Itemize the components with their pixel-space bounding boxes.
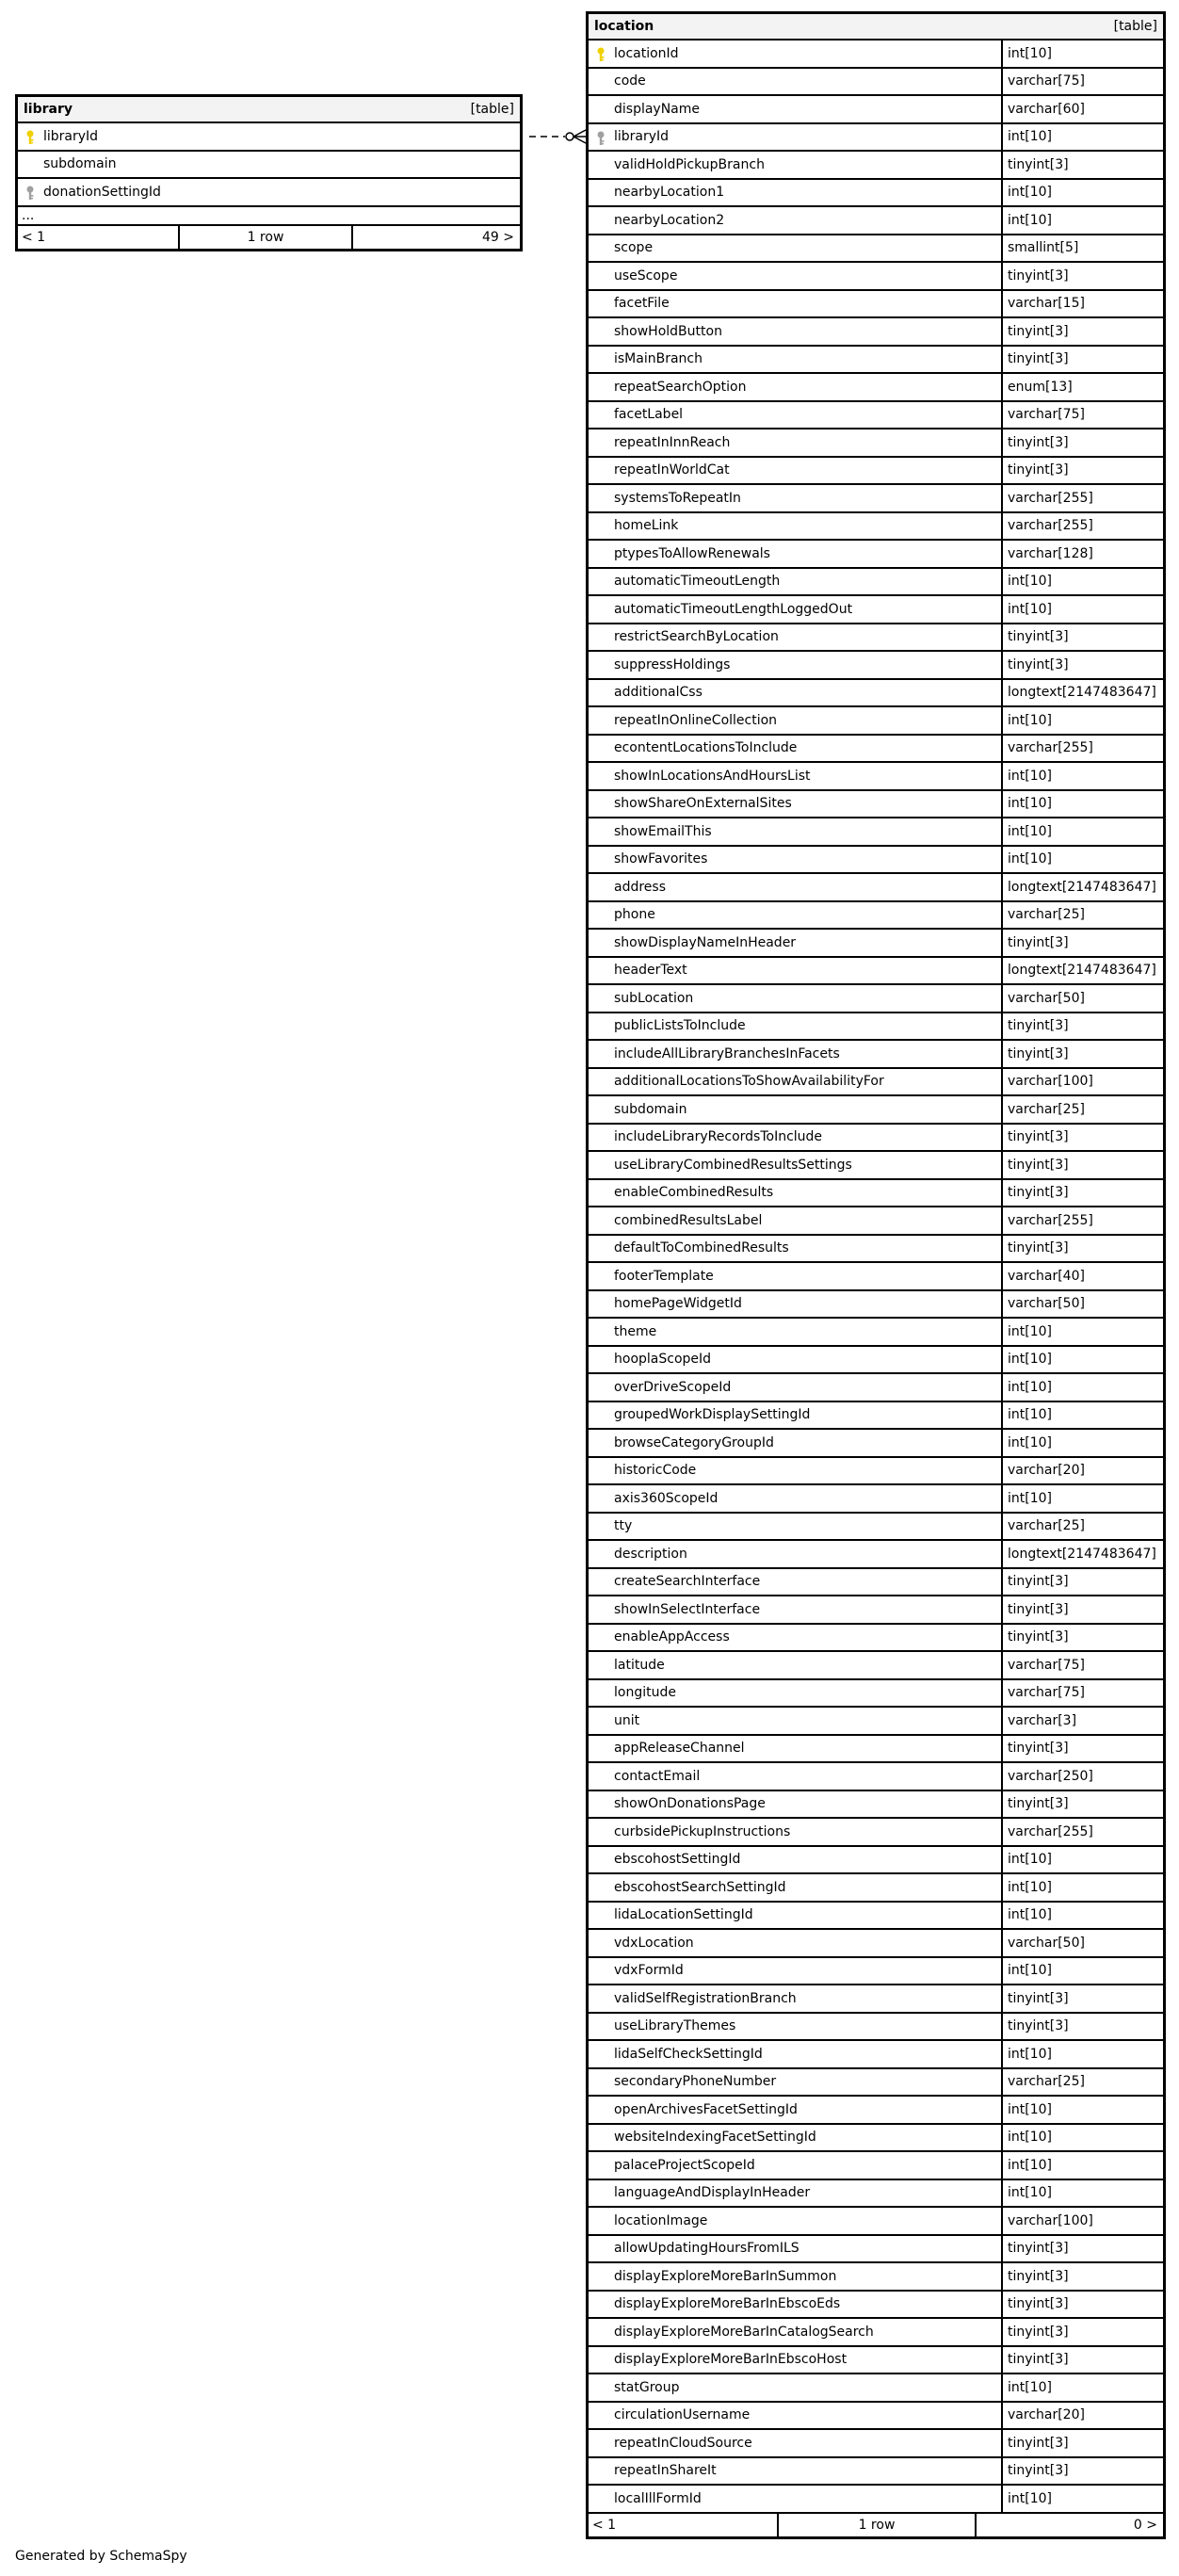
library-row-count: 1 row (178, 226, 353, 249)
location-column-type: varchar[255] (1001, 485, 1163, 511)
location-children-count: 0 > (1133, 2517, 1157, 2533)
location-column-name[interactable]: libraryId (614, 129, 670, 145)
location-column-type: varchar[50] (1001, 1291, 1163, 1318)
location-column-type: varchar[50] (1001, 1930, 1163, 1956)
location-column-name[interactable]: displayName (614, 101, 701, 117)
location-column-type: int[10] (1001, 847, 1163, 873)
location-column-type: tinyint[3] (1001, 1625, 1163, 1651)
location-column-name[interactable]: lidaLocationSettingId (614, 1907, 753, 1923)
location-column-type: varchar[25] (1001, 1096, 1163, 1123)
location-column-type: varchar[255] (1001, 1207, 1163, 1234)
location-column-name[interactable]: appReleaseChannel (614, 1741, 745, 1757)
location-column-name[interactable]: localIllFormId (614, 2490, 702, 2506)
location-column-name[interactable]: scope (614, 240, 654, 256)
location-column-name[interactable]: repeatInWorldCat (614, 462, 730, 478)
location-column-type: int[10] (1001, 818, 1163, 845)
relationship-crowfoot (573, 130, 586, 143)
location-column-type: int[10] (1001, 2180, 1163, 2207)
location-column-type: varchar[25] (1001, 2069, 1163, 2096)
location-column-name[interactable]: facetLabel (614, 407, 684, 423)
generated-by-text: Generated by SchemaSpy (15, 2549, 187, 2564)
location-column-name[interactable]: footerTemplate (614, 1268, 714, 1284)
location-column-name[interactable]: enableAppAccess (614, 1629, 730, 1645)
location-column-name[interactable]: useLibraryCombinedResultsSettings (614, 1157, 852, 1173)
location-column-name[interactable]: palaceProjectScopeId (614, 2157, 755, 2173)
location-column-type: varchar[50] (1001, 985, 1163, 1012)
location-column-type: tinyint[3] (1001, 624, 1163, 651)
location-column-type: tinyint[3] (1001, 318, 1163, 345)
location-column-type: int[10] (1001, 207, 1163, 234)
location-column-type: int[10] (1001, 124, 1163, 151)
location-column-name[interactable]: systemsToRepeatIn (614, 490, 741, 506)
location-column-type: tinyint[3] (1001, 2236, 1163, 2262)
location-column-name[interactable]: repeatSearchOption (614, 379, 747, 395)
location-column-name[interactable]: ptypesToAllowRenewals (614, 545, 770, 561)
location-column-name[interactable]: facetFile (614, 296, 670, 312)
location-column-name[interactable]: additionalCss (614, 685, 703, 701)
location-column-name[interactable]: longitude (614, 1685, 676, 1701)
location-column-type: int[10] (1001, 1374, 1163, 1401)
location-column-name[interactable]: econtentLocationsToInclude (614, 740, 798, 756)
relationship-optional-circle (566, 133, 573, 140)
location-column-type: tinyint[3] (1001, 1569, 1163, 1596)
location-column-type: int[10] (1001, 2125, 1163, 2151)
location-column-type: tinyint[3] (1001, 2263, 1163, 2290)
location-column-type: varchar[255] (1001, 1819, 1163, 1845)
location-column-name[interactable]: tty (614, 1518, 633, 1534)
location-column-type: int[10] (1001, 2486, 1163, 2512)
location-column-name[interactable]: allowUpdatingHoursFromILS (614, 2241, 799, 2257)
location-column-type: tinyint[3] (1001, 1985, 1163, 2012)
location-column-type: varchar[25] (1001, 902, 1163, 929)
location-column-type: tinyint[3] (1001, 1791, 1163, 1818)
location-column-type: varchar[15] (1001, 291, 1163, 317)
location-column-name[interactable]: address (614, 879, 667, 895)
location-column-name[interactable]: description (614, 1546, 687, 1562)
location-column-type: int[10] (1001, 2374, 1163, 2401)
location-column-name[interactable]: restrictSearchByLocation (614, 629, 779, 645)
location-column-type: int[10] (1001, 1430, 1163, 1456)
location-column-type: tinyint[3] (1001, 2430, 1163, 2456)
location-column-type: tinyint[3] (1001, 152, 1163, 178)
location-column-name[interactable]: showEmailThis (614, 823, 712, 839)
location-column-type: tinyint[3] (1001, 1180, 1163, 1207)
location-column-type: longtext[2147483647] (1001, 1541, 1163, 1567)
location-column-type: varchar[255] (1001, 513, 1163, 540)
location-column-name[interactable]: publicListsToInclude (614, 1018, 746, 1034)
location-column-type: tinyint[3] (1001, 1013, 1163, 1040)
location-table-kind: [table] (1113, 19, 1157, 34)
library-table-name[interactable]: library (24, 102, 73, 117)
location-column-type: int[10] (1001, 1958, 1163, 1985)
location-column-type: varchar[20] (1001, 1458, 1163, 1484)
location-column-name[interactable]: includeLibraryRecordsToInclude (614, 1129, 823, 1145)
location-column-name[interactable]: additionalLocationsToShowAvailabilityFor (614, 1074, 884, 1090)
library-parents-count: < 1 (22, 229, 46, 245)
location-column-name[interactable]: vdxLocation (614, 1935, 694, 1951)
location-column-type: int[10] (1001, 2097, 1163, 2123)
location-column-name[interactable]: subLocation (614, 990, 694, 1006)
location-column-name[interactable]: validHoldPickupBranch (614, 156, 765, 172)
location-column-type: int[10] (1001, 2041, 1163, 2067)
location-column-name[interactable]: homePageWidgetId (614, 1296, 742, 1312)
library-more-columns: ... (18, 207, 520, 226)
location-column-name[interactable]: createSearchInterface (614, 1574, 761, 1590)
location-column-name[interactable]: automaticTimeoutLengthLoggedOut (614, 601, 853, 617)
location-column-name[interactable]: curbsidePickupInstructions (614, 1823, 791, 1839)
location-column-type: tinyint[3] (1001, 263, 1163, 289)
location-column-name[interactable]: showInSelectInterface (614, 1601, 761, 1617)
location-column-type: int[10] (1001, 1903, 1163, 1929)
location-column-type: int[10] (1001, 1319, 1163, 1345)
location-column-name[interactable]: websiteIndexingFacetSettingId (614, 2130, 816, 2146)
location-column-type: tinyint[3] (1001, 1736, 1163, 1762)
library-table-kind: [table] (470, 102, 514, 117)
location-column-name[interactable]: axis360ScopeId (614, 1490, 719, 1506)
location-column-type: tinyint[3] (1001, 2458, 1163, 2485)
location-column-name[interactable]: showFavorites (614, 851, 708, 867)
location-column-type: tinyint[3] (1001, 2319, 1163, 2345)
location-column-name[interactable]: showDisplayNameInHeader (614, 934, 797, 950)
location-column-type: int[10] (1001, 791, 1163, 818)
location-column-type: tinyint[3] (1001, 1125, 1163, 1151)
location-column-type: int[10] (1001, 180, 1163, 206)
location-column-type: int[10] (1001, 1347, 1163, 1373)
location-table-name[interactable]: location (594, 19, 654, 34)
location-column-name[interactable]: circulationUsername (614, 2407, 751, 2423)
location-column-name[interactable]: unit (614, 1712, 640, 1728)
location-column-name[interactable]: repeatInInnReach (614, 434, 731, 450)
location-column-name[interactable]: homeLink (614, 518, 679, 534)
location-column-name[interactable]: contactEmail (614, 1768, 701, 1784)
location-column-name[interactable]: showInLocationsAndHoursList (614, 768, 811, 784)
location-column-name[interactable]: useLibraryThemes (614, 2018, 736, 2034)
location-column-type: longtext[2147483647] (1001, 958, 1163, 984)
location-column-type: int[10] (1001, 1874, 1163, 1901)
location-column-name[interactable]: nearbyLocation2 (614, 212, 725, 228)
location-column-name[interactable]: theme (614, 1323, 657, 1339)
location-column-name[interactable]: useScope (614, 267, 678, 284)
location-column-name[interactable]: combinedResultsLabel (614, 1212, 763, 1228)
location-column-type: tinyint[3] (1001, 1152, 1163, 1178)
location-column-type: varchar[75] (1001, 1652, 1163, 1678)
location-column-type: smallint[5] (1001, 235, 1163, 262)
location-column-type: int[10] (1001, 707, 1163, 734)
location-column-name[interactable]: repeatInShareIt (614, 2463, 717, 2479)
location-column-name[interactable]: repeatInOnlineCollection (614, 712, 778, 728)
library-column-name[interactable]: donationSettingId (43, 184, 161, 200)
location-column-name[interactable]: ebscohostSearchSettingId (614, 1879, 786, 1895)
location-parents-count: < 1 (592, 2517, 617, 2533)
location-column-name[interactable]: displayExploreMoreBarInEbscoEds (614, 2296, 841, 2312)
location-row-count: 1 row (777, 2514, 977, 2536)
location-column-name[interactable]: headerText (614, 963, 687, 979)
location-column-type: tinyint[3] (1001, 1596, 1163, 1623)
location-column-name[interactable]: isMainBranch (614, 351, 703, 367)
location-column-name[interactable]: groupedWorkDisplaySettingId (614, 1407, 811, 1423)
location-column-type: varchar[40] (1001, 1263, 1163, 1289)
location-column-type: varchar[3] (1001, 1708, 1163, 1734)
location-column-name[interactable]: browseCategoryGroupId (614, 1434, 774, 1450)
location-column-name[interactable]: validSelfRegistrationBranch (614, 1990, 797, 2006)
location-column-type: varchar[255] (1001, 736, 1163, 762)
location-column-type: tinyint[3] (1001, 2347, 1163, 2373)
location-column-type: varchar[25] (1001, 1514, 1163, 1540)
location-column-name[interactable]: latitude (614, 1657, 665, 1673)
location-column-type: tinyint[3] (1001, 652, 1163, 678)
location-column-type: varchar[100] (1001, 2208, 1163, 2234)
location-column-type: longtext[2147483647] (1001, 874, 1163, 900)
location-column-type: varchar[100] (1001, 1069, 1163, 1095)
location-column-name[interactable]: nearbyLocation1 (614, 185, 725, 201)
location-column-type: varchar[75] (1001, 1680, 1163, 1707)
location-column-type: int[10] (1001, 596, 1163, 623)
location-column-name[interactable]: showShareOnExternalSites (614, 796, 792, 812)
location-column-type: enum[13] (1001, 374, 1163, 400)
location-column-name[interactable]: suppressHoldings (614, 656, 731, 672)
location-column-type: tinyint[3] (1001, 347, 1163, 373)
location-column-name[interactable]: includeAllLibraryBranchesInFacets (614, 1045, 840, 1061)
location-column-type: int[10] (1001, 41, 1163, 67)
location-column-name[interactable]: lidaSelfCheckSettingId (614, 2046, 763, 2062)
location-column-type: int[10] (1001, 1402, 1163, 1429)
location-column-name[interactable]: locationId (614, 45, 679, 61)
location-column-name[interactable]: statGroup (614, 2379, 680, 2395)
location-column-name[interactable]: openArchivesFacetSettingId (614, 2101, 798, 2117)
location-column-name[interactable]: vdxFormId (614, 1963, 684, 1979)
location-column-name[interactable]: subdomain (614, 1101, 687, 1117)
location-column-type: int[10] (1001, 763, 1163, 789)
location-column-name[interactable]: phone (614, 907, 655, 923)
location-column-name[interactable]: languageAndDisplayInHeader (614, 2185, 811, 2201)
location-column-name[interactable]: defaultToCombinedResults (614, 1240, 789, 1256)
location-column-name[interactable]: enableCombinedResults (614, 1185, 774, 1201)
location-column-name[interactable]: repeatInCloudSource (614, 2435, 752, 2451)
location-column-name[interactable]: secondaryPhoneNumber (614, 2074, 777, 2090)
location-column-type: int[10] (1001, 1485, 1163, 1512)
location-column-name[interactable]: hooplaScopeId (614, 1352, 712, 1368)
location-column-type: varchar[128] (1001, 541, 1163, 567)
location-column-type: varchar[60] (1001, 96, 1163, 122)
location-column-type: varchar[75] (1001, 402, 1163, 429)
location-column-type: tinyint[3] (1001, 2292, 1163, 2318)
location-column-type: tinyint[3] (1001, 1041, 1163, 1067)
location-column-name[interactable]: displayExploreMoreBarInCatalogSearch (614, 2324, 874, 2340)
location-column-name[interactable]: code (614, 73, 646, 89)
location-column-type: varchar[250] (1001, 1763, 1163, 1790)
location-column-type: tinyint[3] (1001, 429, 1163, 456)
library-column-name[interactable]: subdomain (43, 156, 117, 172)
location-column-name[interactable]: displayExploreMoreBarInEbscoHost (614, 2352, 848, 2368)
location-column-type: tinyint[3] (1001, 458, 1163, 484)
location-column-type: int[10] (1001, 569, 1163, 595)
location-column-name[interactable]: locationImage (614, 2212, 708, 2228)
location-column-name[interactable]: ebscohostSettingId (614, 1852, 741, 1868)
location-column-type: tinyint[3] (1001, 2014, 1163, 2040)
location-column-type: tinyint[3] (1001, 1236, 1163, 1262)
location-column-type: tinyint[3] (1001, 930, 1163, 956)
location-column-type: int[10] (1001, 1847, 1163, 1873)
location-column-type: longtext[2147483647] (1001, 680, 1163, 706)
library-children-count: 49 > (482, 229, 514, 245)
location-column-name[interactable]: displayExploreMoreBarInSummon (614, 2268, 837, 2284)
location-column-type: int[10] (1001, 2152, 1163, 2179)
location-column-name[interactable]: showOnDonationsPage (614, 1796, 766, 1812)
location-column-name[interactable]: automaticTimeoutLength (614, 574, 781, 590)
location-column-name[interactable]: showHoldButton (614, 323, 722, 339)
library-column-name[interactable]: libraryId (43, 128, 99, 144)
location-column-name[interactable]: overDriveScopeId (614, 1379, 732, 1395)
location-column-type: varchar[75] (1001, 69, 1163, 95)
location-column-type: varchar[20] (1001, 2403, 1163, 2429)
location-column-name[interactable]: historicCode (614, 1463, 697, 1479)
